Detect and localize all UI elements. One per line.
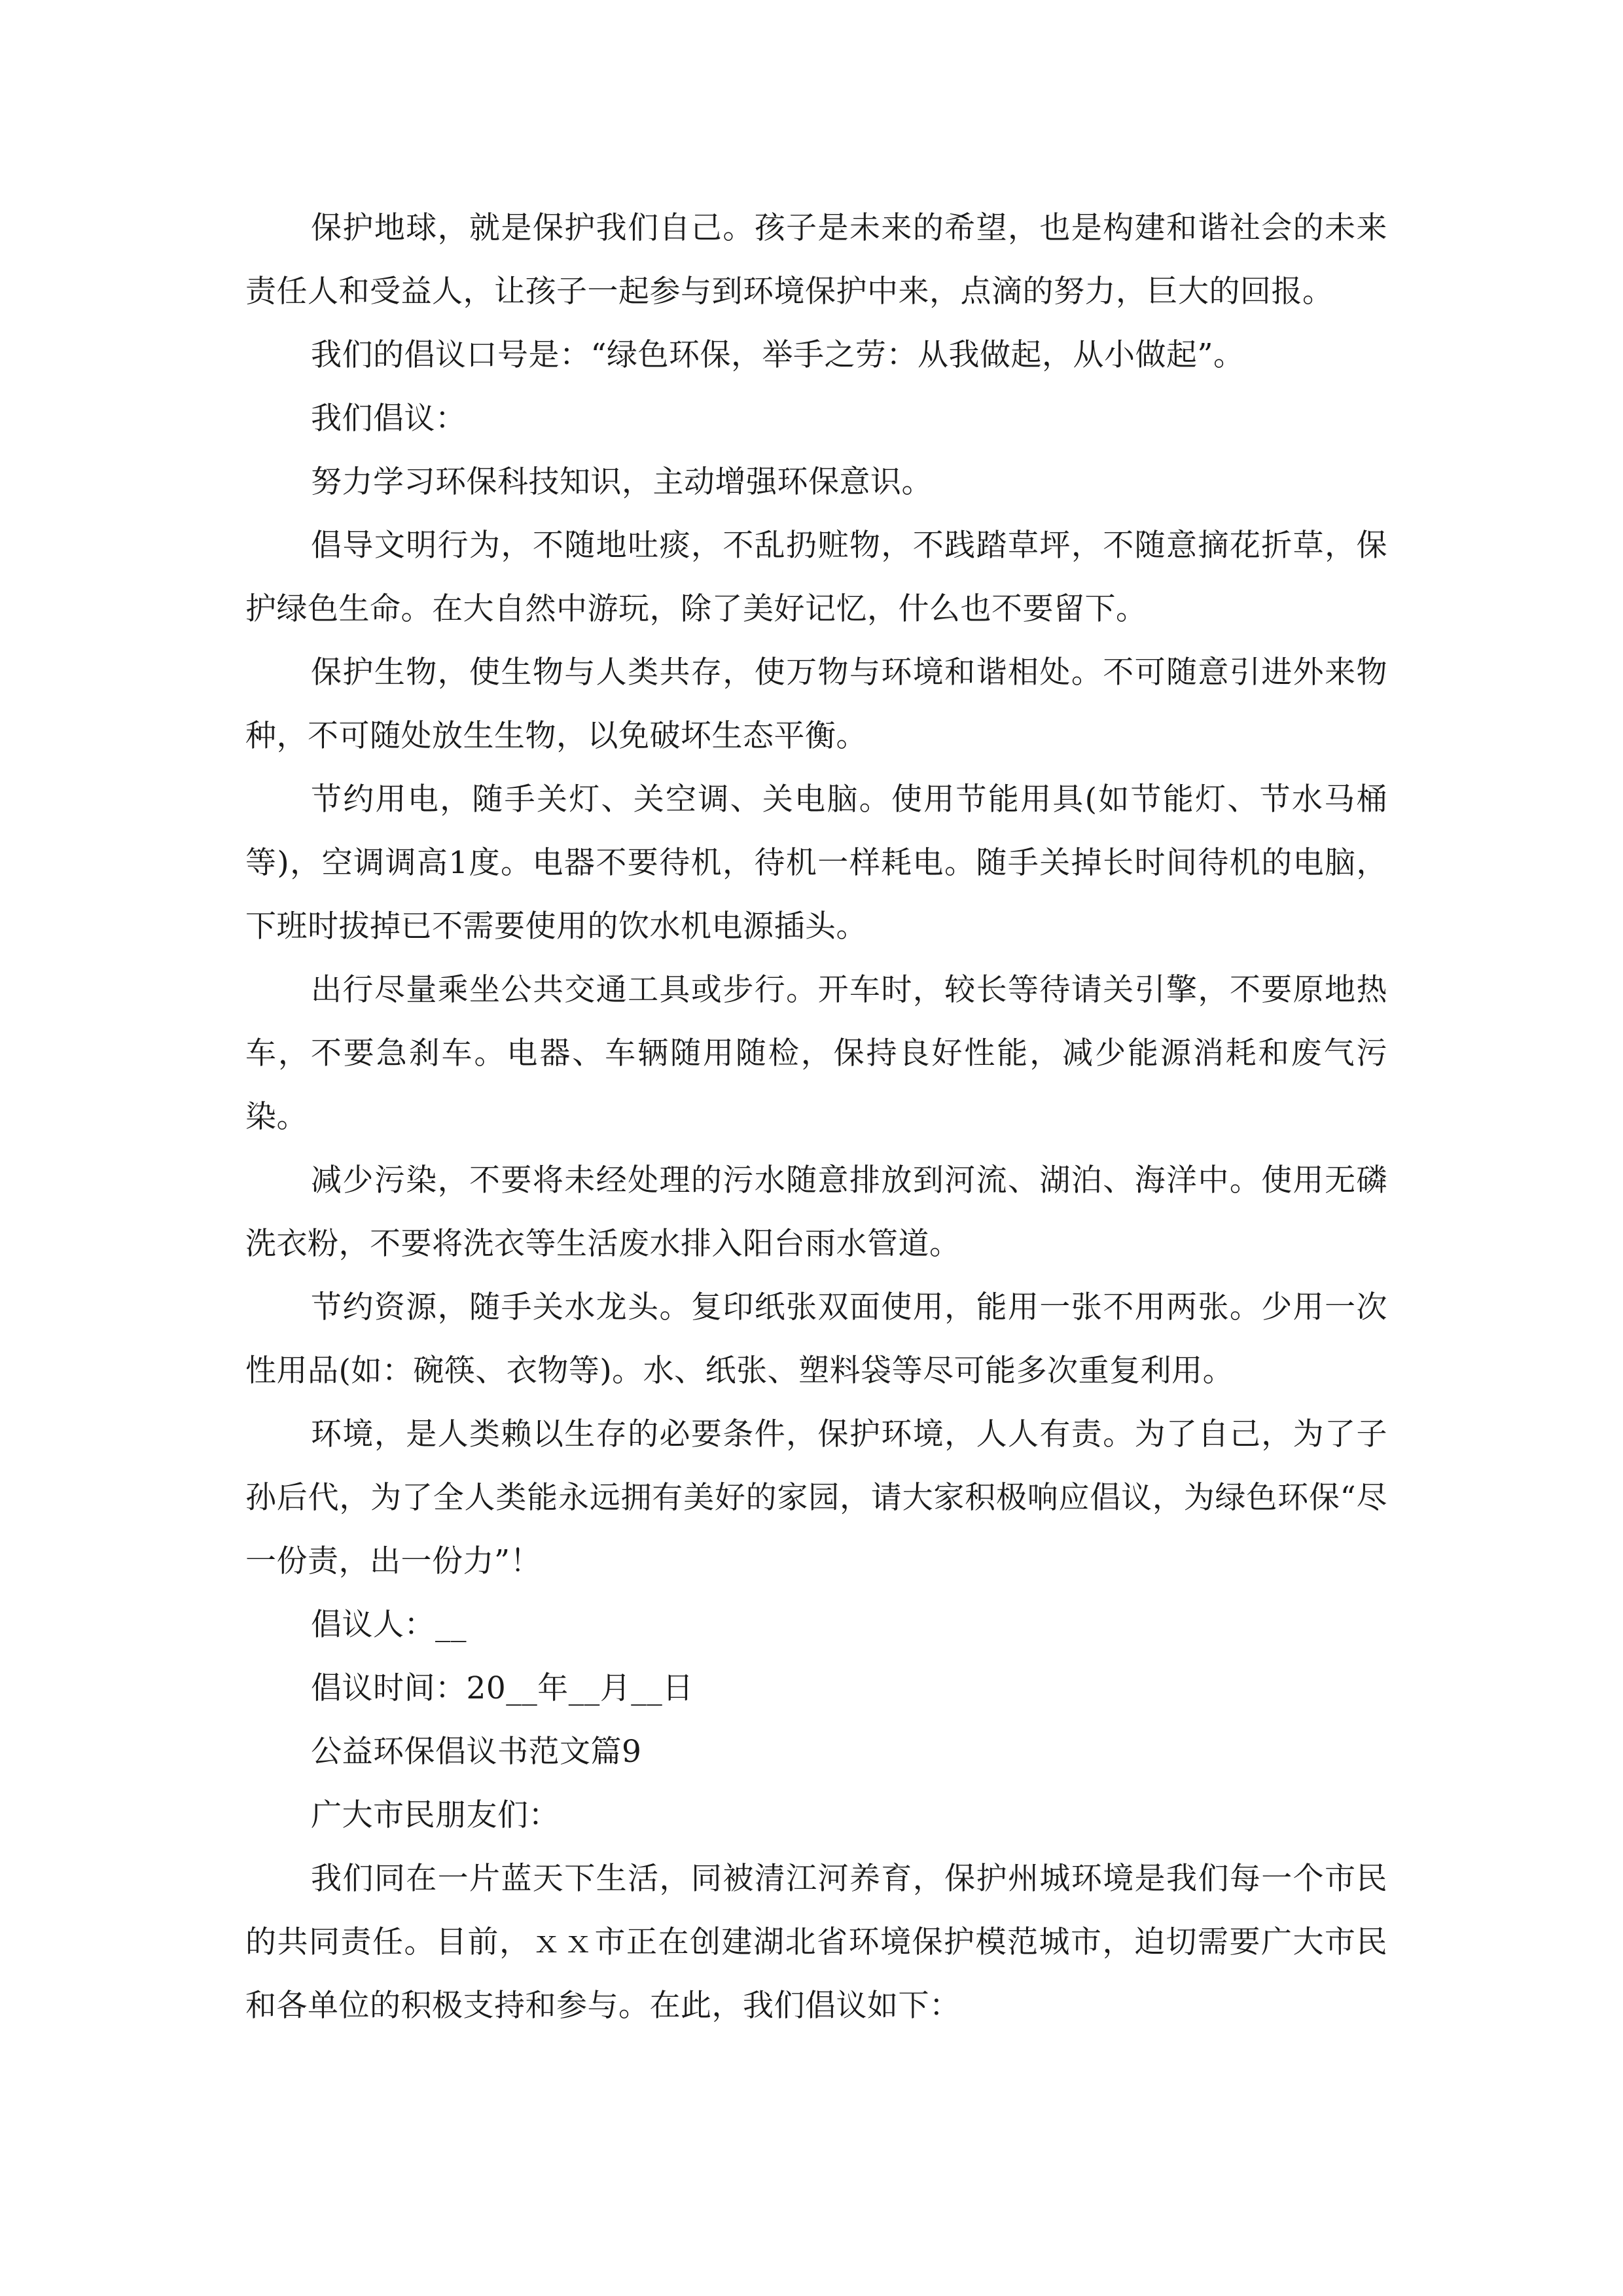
- paragraph-protect-species: 保护生物，使生物与人类共存，使万物与环境和谐相处。不可随意引进外来物种，不可随处放生生物，以免破坏生态平衡。: [245, 655, 1387, 754]
- paragraph-proposal-heading: 我们倡议：: [311, 401, 467, 437]
- paragraph-body: 我们同在一片蓝天下生活，同被清江河养育，保护州城环境是我们每一个市民的共同责任。目前，ｘｘ市正在创建湖北省环境保护模范城市，迫切需要广大市民和各单位的积极支持和参与。在此，我们倡议如下：: [245, 1861, 1387, 2024]
- paragraph-salutation: 广大市民朋友们：: [311, 1797, 560, 1833]
- paragraph-transport: 出行尽量乘坐公共交通工具或步行。开车时，较长等待请关引擎，不要原地热车，不要急刹车。电器、车辆随用随检，保持良好性能，减少能源消耗和废气污染。: [245, 972, 1387, 1135]
- paragraph-slogan: 我们的倡议口号是：“绿色环保，举手之劳：从我做起，从小做起”。: [311, 337, 1245, 373]
- paragraph-date: 倡议时间：20__年__月__日: [311, 1670, 694, 1706]
- paragraph-initiator: 倡议人：__: [311, 1607, 467, 1643]
- paragraph-conclusion: 环境，是人类赖以生存的必要条件，保护环境，人人有责。为了自己，为了子孙后代，为了全人类能永远拥有美好的家园，请大家积极响应倡议，为绿色环保“尽一份责，出一份力”！: [245, 1416, 1387, 1579]
- paragraph-save-electricity: 节约用电，随手关灯、关空调、关电脑。使用节能用具(如节能灯、节水马桶等)，空调调高1度。电器不要待机，待机一样耗电。随手关掉长时间待机的电脑，下班时拔掉已不需要使用的饮水机电源插头。: [245, 781, 1387, 944]
- paragraph-learn: 努力学习环保科技知识，主动增强环保意识。: [311, 464, 933, 500]
- paragraph-intro: 保护地球，就是保护我们自己。孩子是未来的希望，也是构建和谐社会的未来责任人和受益人，让孩子一起参与到环境保护中来，点滴的努力，巨大的回报。: [245, 210, 1387, 310]
- paragraph-save-resources: 节约资源，随手关水龙头。复印纸张双面使用，能用一张不用两张。少用一次性用品(如：碗筷、衣物等)。水、纸张、塑料袋等尽可能多次重复利用。: [245, 1289, 1387, 1389]
- document-page: [245, 196, 1387, 2037]
- paragraph-civilized-behavior: 倡导文明行为，不随地吐痰，不乱扔赃物，不践踏草坪，不随意摘花折草，保护绿色生命。在大自然中游玩，除了美好记忆，什么也不要留下。: [245, 528, 1387, 627]
- section-title: 公益环保倡议书范文篇9: [311, 1734, 642, 1770]
- paragraph-reduce-pollution: 减少污染，不要将未经处理的污水随意排放到河流、湖泊、海洋中。使用无磷洗衣粉，不要将洗衣等生活废水排入阳台雨水管道。: [245, 1162, 1387, 1262]
